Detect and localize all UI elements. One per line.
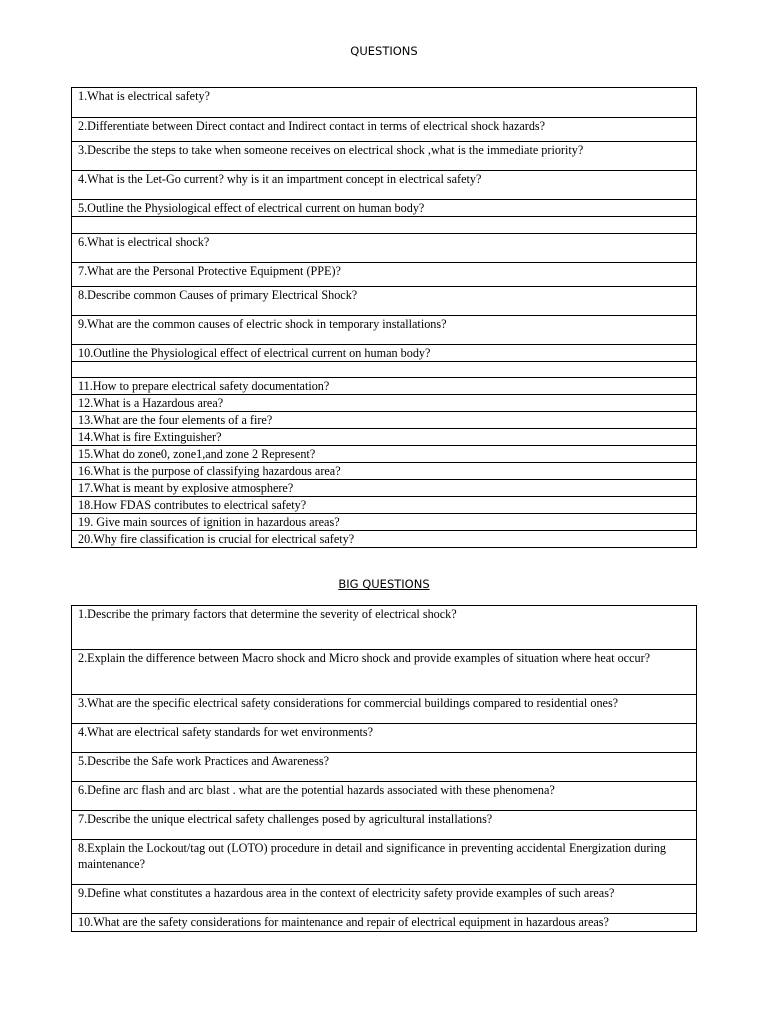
big-question-row: 5.Describe the Safe work Practices and Awareness? bbox=[72, 753, 697, 782]
big-questions-table bbox=[71, 605, 697, 932]
question-row: 12.What is a Hazardous area? bbox=[72, 395, 697, 412]
question-row: 10.Outline the Physiological effect of electrical current on human body? bbox=[72, 345, 697, 362]
question-row: 5.Outline the Physiological effect of electrical current on human body? bbox=[72, 200, 697, 217]
big-question-row: 2.Explain the difference between Macro shock and Micro shock and provide examples of situation where heat occur? bbox=[72, 650, 697, 695]
empty-row bbox=[72, 217, 697, 234]
big-question-row: 1.Describe the primary factors that determine the severity of electrical shock? bbox=[72, 606, 697, 650]
question-row: 1.What is electrical safety? bbox=[72, 88, 697, 118]
question-row: 16.What is the purpose of classifying hazardous area? bbox=[72, 463, 697, 480]
empty-row bbox=[72, 362, 697, 378]
question-row: 13.What are the four elements of a fire? bbox=[72, 412, 697, 429]
question-row: 19. Give main sources of ignition in hazardous areas? bbox=[72, 514, 697, 531]
big-question-row: 10.What are the safety considerations for maintenance and repair of electrical equipment in hazardous areas? bbox=[72, 914, 697, 932]
question-row: 15.What do zone0, zone1,and zone 2 Represent? bbox=[72, 446, 697, 463]
big-questions-heading: BIG QUESTIONS bbox=[338, 577, 430, 591]
question-row: 14.What is fire Extinguisher? bbox=[72, 429, 697, 446]
questions-table bbox=[71, 87, 697, 548]
big-question-row: 8.Explain the Lockout/tag out (LOTO) procedure in detail and significance in preventing accidental Energization during maintenance? bbox=[72, 840, 697, 885]
big-question-row: 3.What are the specific electrical safety considerations for commercial buildings compared to residential ones? bbox=[72, 695, 697, 724]
question-row: 9.What are the common causes of electric shock in temporary installations? bbox=[72, 316, 697, 345]
question-row: 4.What is the Let-Go current? why is it an impartment concept in electrical safety? bbox=[72, 171, 697, 200]
big-question-row: 4.What are electrical safety standards for wet environments? bbox=[72, 724, 697, 753]
question-row: 7.What are the Personal Protective Equipment (PPE)? bbox=[72, 263, 697, 287]
questions-heading: QUESTIONS bbox=[350, 44, 418, 58]
big-question-row: 6.Define arc flash and arc blast . what are the potential hazards associated with these phenomena? bbox=[72, 782, 697, 811]
question-row: 6.What is electrical shock? bbox=[72, 234, 697, 263]
question-row: 18.How FDAS contributes to electrical safety? bbox=[72, 497, 697, 514]
question-row: 3.Describe the steps to take when someone receives on electrical shock ,what is the immediate priority? bbox=[72, 142, 697, 171]
question-row: 11.How to prepare electrical safety documentation? bbox=[72, 378, 697, 395]
question-row: 2.Differentiate between Direct contact and Indirect contact in terms of electrical shock hazards? bbox=[72, 118, 697, 142]
big-question-row: 9.Define what constitutes a hazardous area in the context of electricity safety provide examples of such areas? bbox=[72, 885, 697, 914]
question-row: 20.Why fire classification is crucial for electrical safety? bbox=[72, 531, 697, 548]
big-question-row: 7.Describe the unique electrical safety challenges posed by agricultural installations? bbox=[72, 811, 697, 840]
question-row: 8.Describe common Causes of primary Electrical Shock? bbox=[72, 287, 697, 316]
question-row: 17.What is meant by explosive atmosphere? bbox=[72, 480, 697, 497]
